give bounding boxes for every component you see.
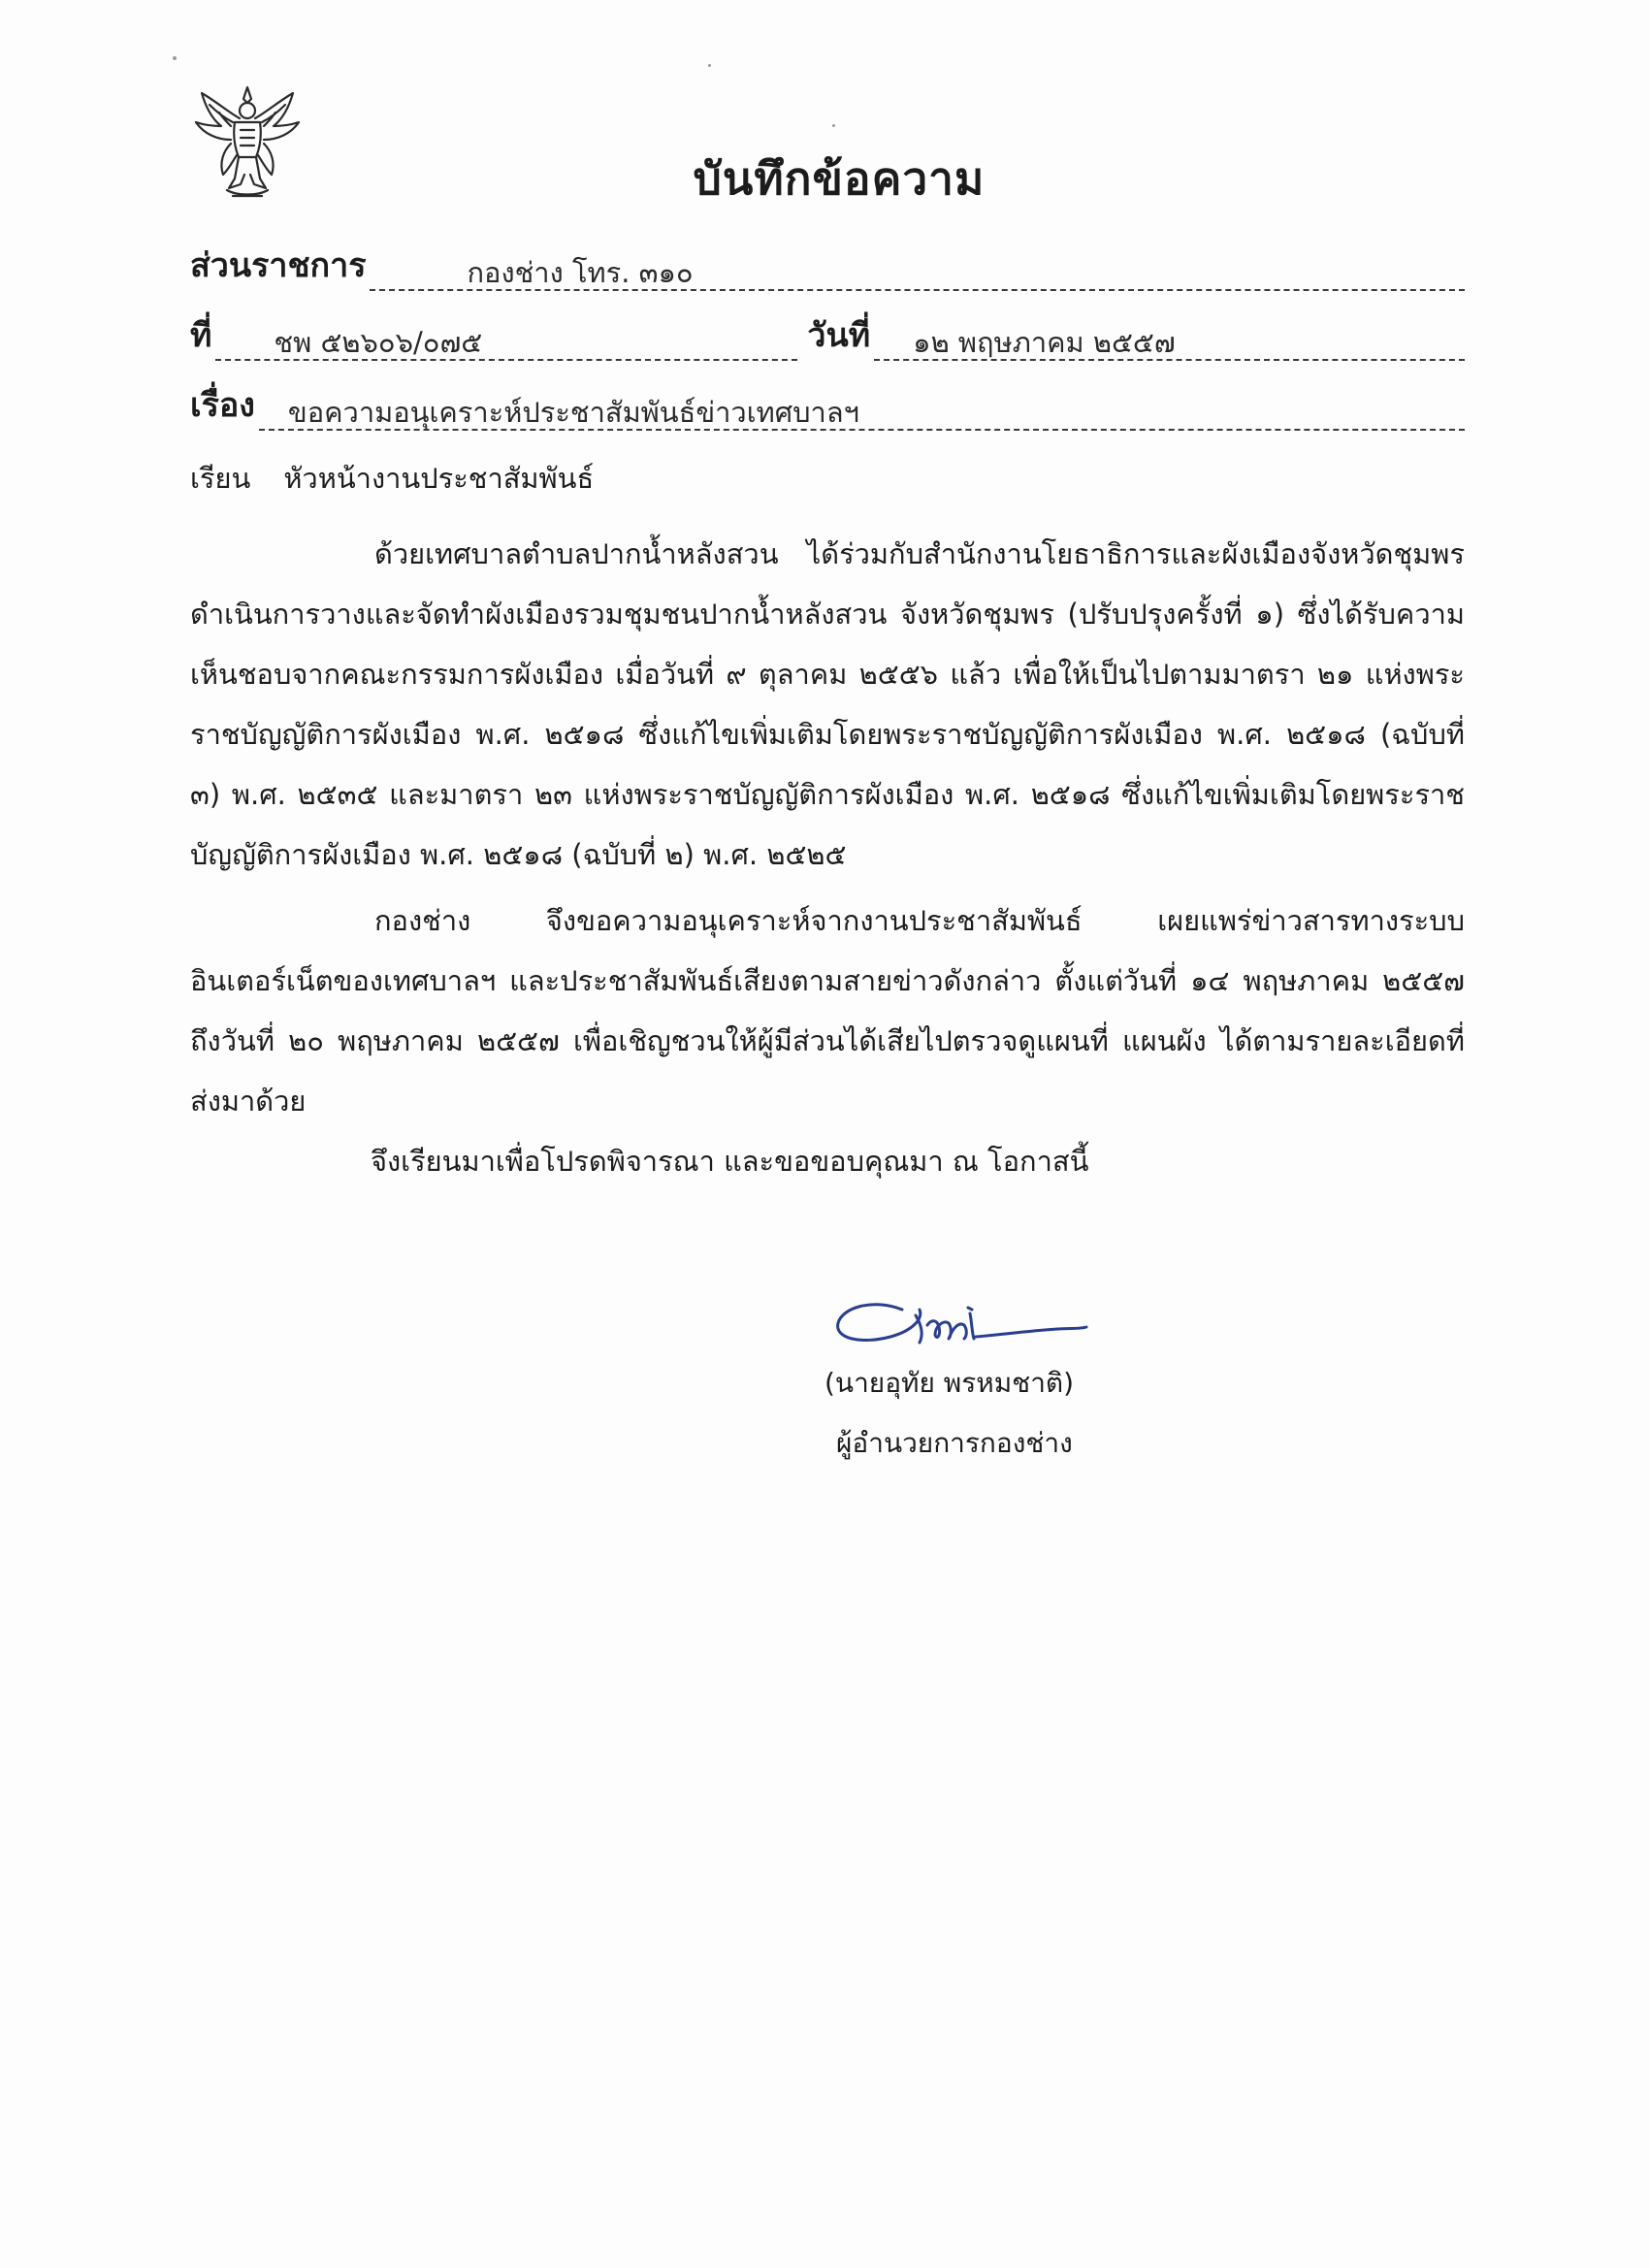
reference-date-row <box>190 308 1465 361</box>
subject-row <box>190 378 1465 431</box>
scan-speck <box>173 56 177 60</box>
subject-value: ขอความอนุเคราะห์ประชาสัมพันธ์ข่าวเทศบาลฯ <box>259 394 1465 431</box>
handwritten-signature-icon <box>834 1280 1116 1368</box>
salutation <box>190 456 594 501</box>
salutation-recipient: หัวหน้างานประชาสัมพันธ์ <box>283 462 595 495</box>
date-value: ๑๒ พฤษภาคม ๒๕๕๗ <box>874 324 1465 361</box>
signer-name: (นายอุทัย พรหมชาติ) <box>824 1367 1075 1399</box>
salutation-prefix: เรียน <box>190 462 251 495</box>
scan-speck <box>832 124 835 127</box>
subject-label: เรื่อง <box>190 386 255 425</box>
body-paragraph-1: ด้วยเทศบาลตำบลปากน้ำหลังสวน ได้ร่วมกับสำนักงานโยธาธิการและผังเมืองจังหวัดชุมพร ดำเนินการวางและจัดทำผังเมืองรวมชุมชนปากน้ำหลังสวน จังหวัดชุมพร (ปรับปรุงครั้งที่ ๑) ซึ่งได้รับความเห็นชอบจากคณะกรรมการผังเมือง เมื่อวันที่ ๙ ตุลาคม ๒๕๕๖ แล้ว เพื่อให้เป็นไปตามมาตรา ๒๑ แห่งพระราชบัญญัติการผังเมือง พ.ศ. ๒๕๑๘ ซึ่งแก้ไขเพิ่มเติมโดยพระราชบัญญัติการผังเมือง พ.ศ. ๒๕๑๘ (ฉบับที่ ๓) พ.ศ. ๒๕๓๕ และมาตรา ๒๓ แห่งพระราชบัญญัติการผังเมือง พ.ศ. ๒๕๑๘ ซึ่งแก้ไขเพิ่มเติมโดยพระราชบัญญัติการผังเมือง พ.ศ. ๒๕๑๘ (ฉบับที่ ๒) พ.ศ. ๒๕๒๕ <box>190 537 1465 871</box>
body-paragraph-3: จึงเรียนมาเพื่อโปรดพิจารณา และขอขอบคุณมา ณ โอกาสนี้ <box>371 1145 1089 1178</box>
date-label: วันที่ <box>807 316 871 355</box>
reference-value: ชพ ๕๒๖๐๖/๐๗๕ <box>215 324 797 361</box>
signer-position: ผู้อำนวยการกองช่าง <box>836 1427 1073 1459</box>
department-label: ส่วนราชการ <box>190 246 367 285</box>
department-row <box>190 239 1465 291</box>
scan-speck <box>708 64 711 67</box>
body-paragraph-2: กองช่าง จึงขอความอนุเคราะห์จากงานประชาสัมพันธ์ เผยแพร่ข่าวสารทางระบบอินเตอร์เน็ตของเทศบาลฯ และประชาสัมพันธ์เสียงตามสายข่าวดังกล่าว ตั้งแต่วันที่ ๑๔ พฤษภาคม ๒๕๕๗ ถึงวันที่ ๒๐ พฤษภาคม ๒๕๕๗ เพื่อเชิญชวนให้ผู้มีส่วนได้เสียไปตรวจดูแผนที่ แผนผัง ได้ตามรายละเอียดที่ส่งมาด้วย <box>190 904 1465 1118</box>
document-title: บันทึกข้อความ <box>693 152 986 205</box>
department-value: กองช่าง โทร. ๓๑๐ <box>370 254 1465 291</box>
reference-label: ที่ <box>190 316 212 355</box>
